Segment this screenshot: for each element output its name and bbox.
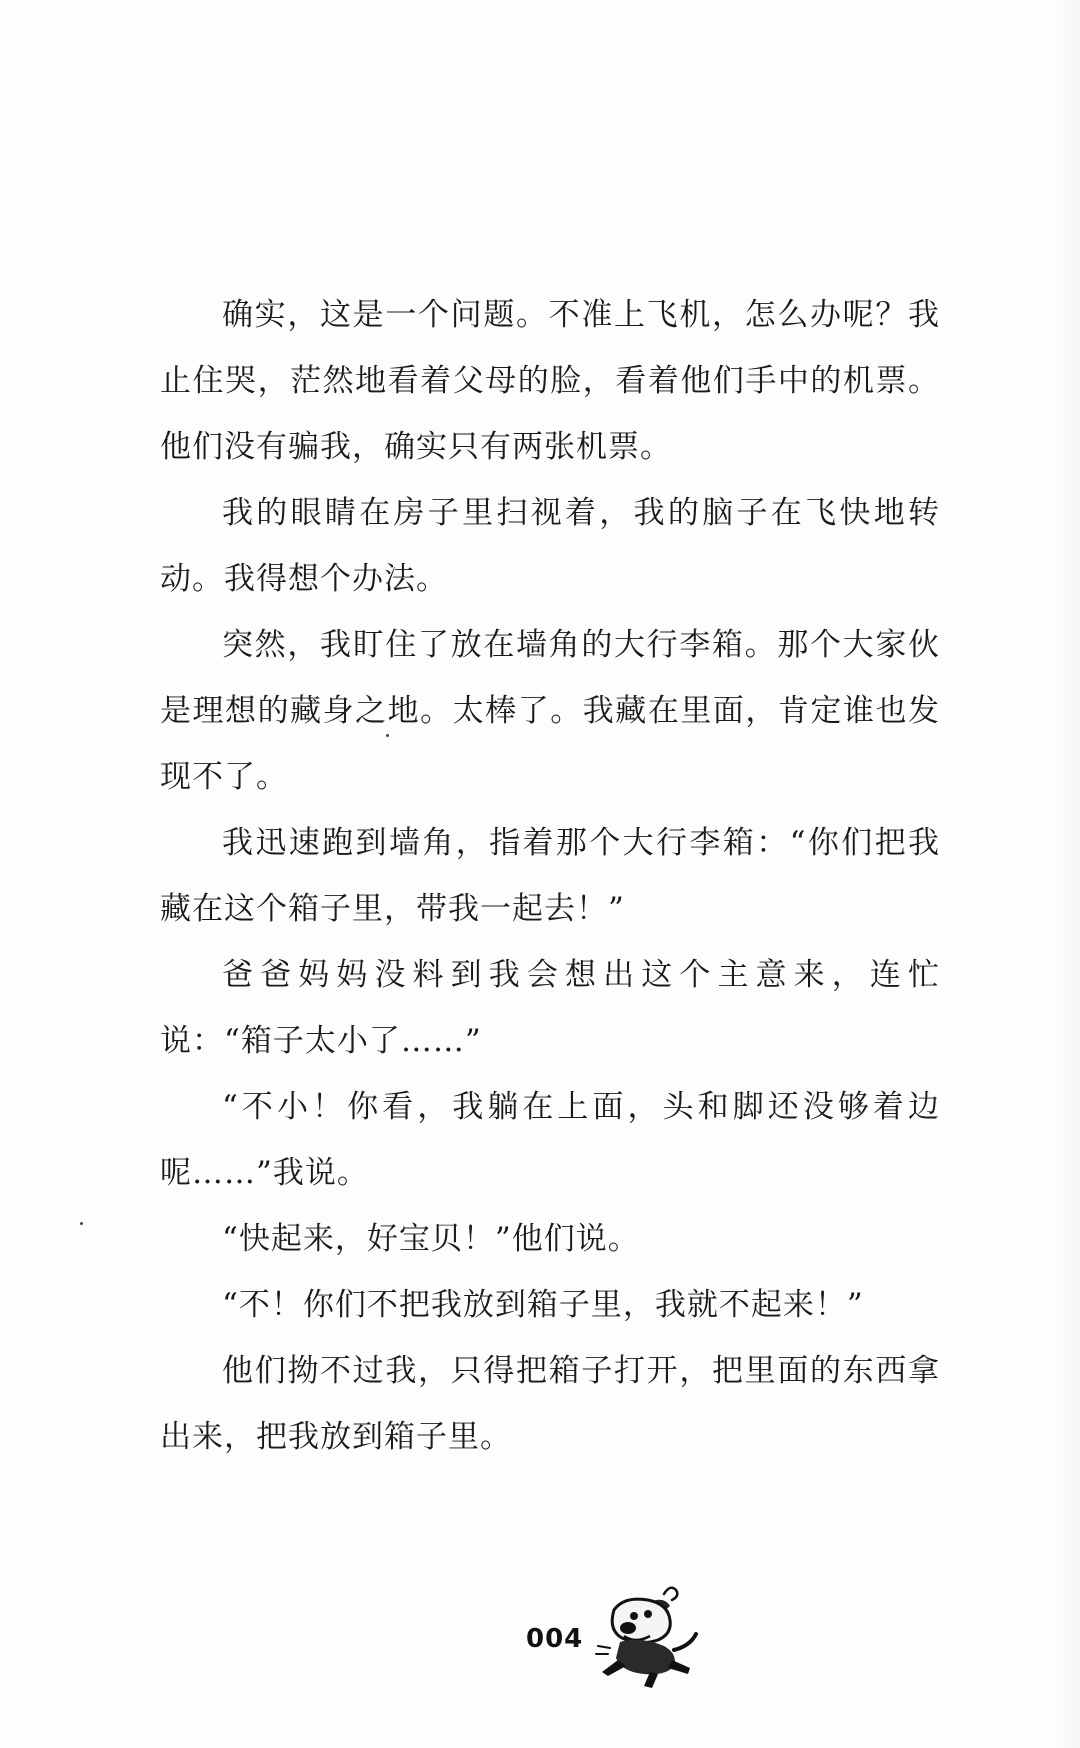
paragraph: 我迅速跑到墙角，指着那个大行李箱：“你们把我藏在这个箱子里，带我一起去！” [160,825,940,927]
page-edge-shadow [1056,0,1080,1748]
page-number: 004 [526,1624,584,1654]
print-speck [386,734,389,737]
paragraph: 我的眼睛在房子里扫视着，我的脑子在飞快地转动。我得想个办法。 [160,495,940,597]
paragraph: “不小！你看，我躺在上面，头和脚还没够着边呢……”我说。 [160,1089,940,1191]
page-footer [520,1580,720,1690]
paragraph: “快起来，好宝贝！”他们说。 [222,1221,640,1257]
paragraph: 突然，我盯住了放在墙角的大行李箱。那个大家伙是理想的藏身之地。太棒了。我藏在里面，肯定谁也发现不了。 [160,627,940,795]
paragraph: “不！你们不把我放到箱子里，我就不起来！” [222,1287,864,1323]
cartoon-dog-icon [590,1580,710,1690]
body-text [160,282,940,1470]
paragraph: 爸爸妈妈没料到我会想出这个主意来，连忙说：“箱子太小了……” [160,957,940,1059]
paragraph: 他们拗不过我，只得把箱子打开，把里面的东西拿出来，把我放到箱子里。 [160,1353,940,1455]
paragraph: 确实，这是一个问题。不准上飞机，怎么办呢？我止住哭，茫然地看着父母的脸，看着他们手中的机票。他们没有骗我，确实只有两张机票。 [160,297,940,465]
print-speck [80,1222,83,1225]
